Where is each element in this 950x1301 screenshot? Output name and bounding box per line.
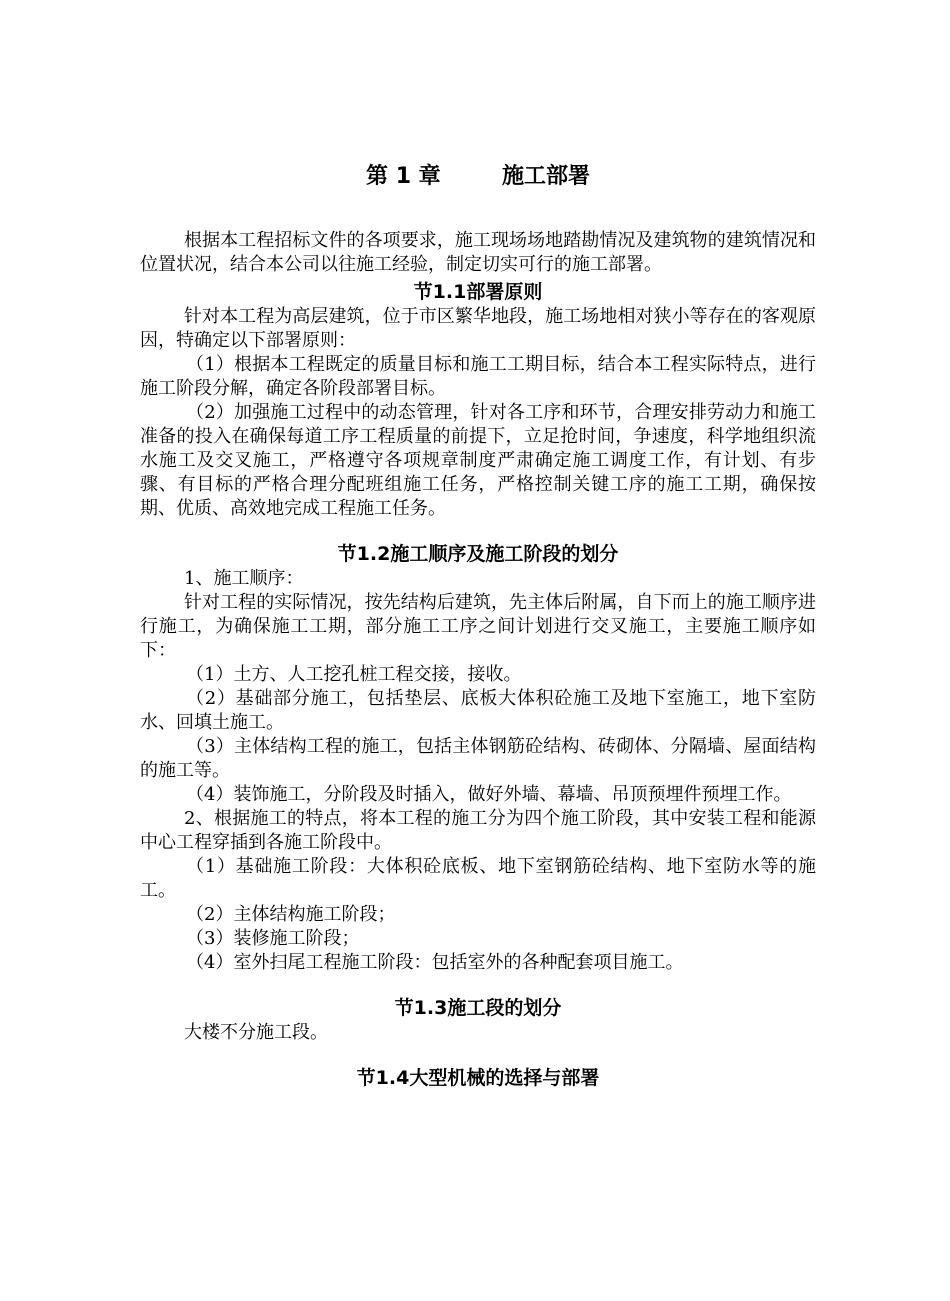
section-1-2-sub2-item: （3）装修施工阶段； [186, 928, 360, 949]
section-heading-1-4: 节1.4大型机械的选择与部署 [356, 1067, 600, 1089]
section-1-2-sub1-paragraph: 针对工程的实际情况，按先结构后建筑，先主体后附属，自下而上的施工顺序进行施工，为确保施工工期，部分施工工序之间计划进行交叉施工，主要施工顺序如下： [140, 592, 816, 661]
intro-paragraph: 根据本工程招标文件的各项要求，施工现场场地踏勘情况及建筑物的建筑情况和位置状况，结合本公司以往施工经验，制定切实可行的施工部署。 [140, 230, 816, 275]
section-1-2-sub2-item: （2）主体结构施工阶段； [186, 904, 396, 925]
section-1-1-item-2: （2）加强施工过程中的动态管理，针对各工序和环节，合理安排劳动力和施工准备的投入在确保每道工序工程质量的前提下，立足抢时间，争速度，科学地组织流水施工及交叉施工，严格遵守各项规章制度严肃确定施工调度工作，有计划、有步骤、有目标的严格合理分配班组施工任务，严格控制关键工序的施工工期，确保按期、优质、高效地完成工程施工任务。 [140, 402, 816, 519]
document-body [140, 160, 816, 1091]
section-1-2-sub1-item: （1）土方、人工挖孔桩工程交接，接收。 [186, 664, 522, 685]
section-1-2-sub2-item: （4）室外扫尾工程施工阶段：包括室外的各种配套项目施工。 [186, 952, 684, 973]
section-1-2-sub2-item: （1）基础施工阶段：大体积砼底板、地下室钢筋砼结构、地下室防水等的施工。 [140, 856, 816, 901]
section-1-1-item-1: （1）根据本工程既定的质量目标和施工工期目标，结合本工程实际特点，进行施工阶段分解，确定各阶段部署目标。 [140, 354, 816, 399]
section-1-2-sub1-item: （3）主体结构工程的施工，包括主体钢筋砼结构、砖砌体、分隔墙、屋面结构的施工等。 [140, 736, 816, 781]
chapter-title: 第 1 章 施工部署 [366, 164, 590, 189]
section-heading-1-1: 节1.1部署原则 [413, 281, 543, 303]
section-heading-1-3: 节1.3施工段的划分 [394, 997, 562, 1019]
section-1-2-sub1-title: 1、施工顺序： [184, 568, 304, 589]
section-1-2-sub1-item: （2）基础部分施工，包括垫层、底板大体积砼施工及地下室施工，地下室防水、回填土施工。 [140, 688, 816, 733]
section-1-1-paragraph: 针对本工程为高层建筑，位于市区繁华地段，施工场地相对狭小等存在的客观原因，特确定以下部署原则： [140, 306, 816, 351]
section-1-2-sub1-item: （4）装饰施工，分阶段及时插入，做好外墙、幕墙、吊顶预埋件预埋工作。 [186, 784, 792, 805]
section-1-3-paragraph: 大楼不分施工段。 [184, 1022, 328, 1043]
section-1-2-sub2-paragraph: 2、根据施工的特点，将本工程的施工分为四个施工阶段，其中安装工程和能源中心工程穿插到各施工阶段中。 [140, 808, 816, 853]
section-heading-1-2: 节1.2施工顺序及施工阶段的划分 [337, 543, 619, 565]
